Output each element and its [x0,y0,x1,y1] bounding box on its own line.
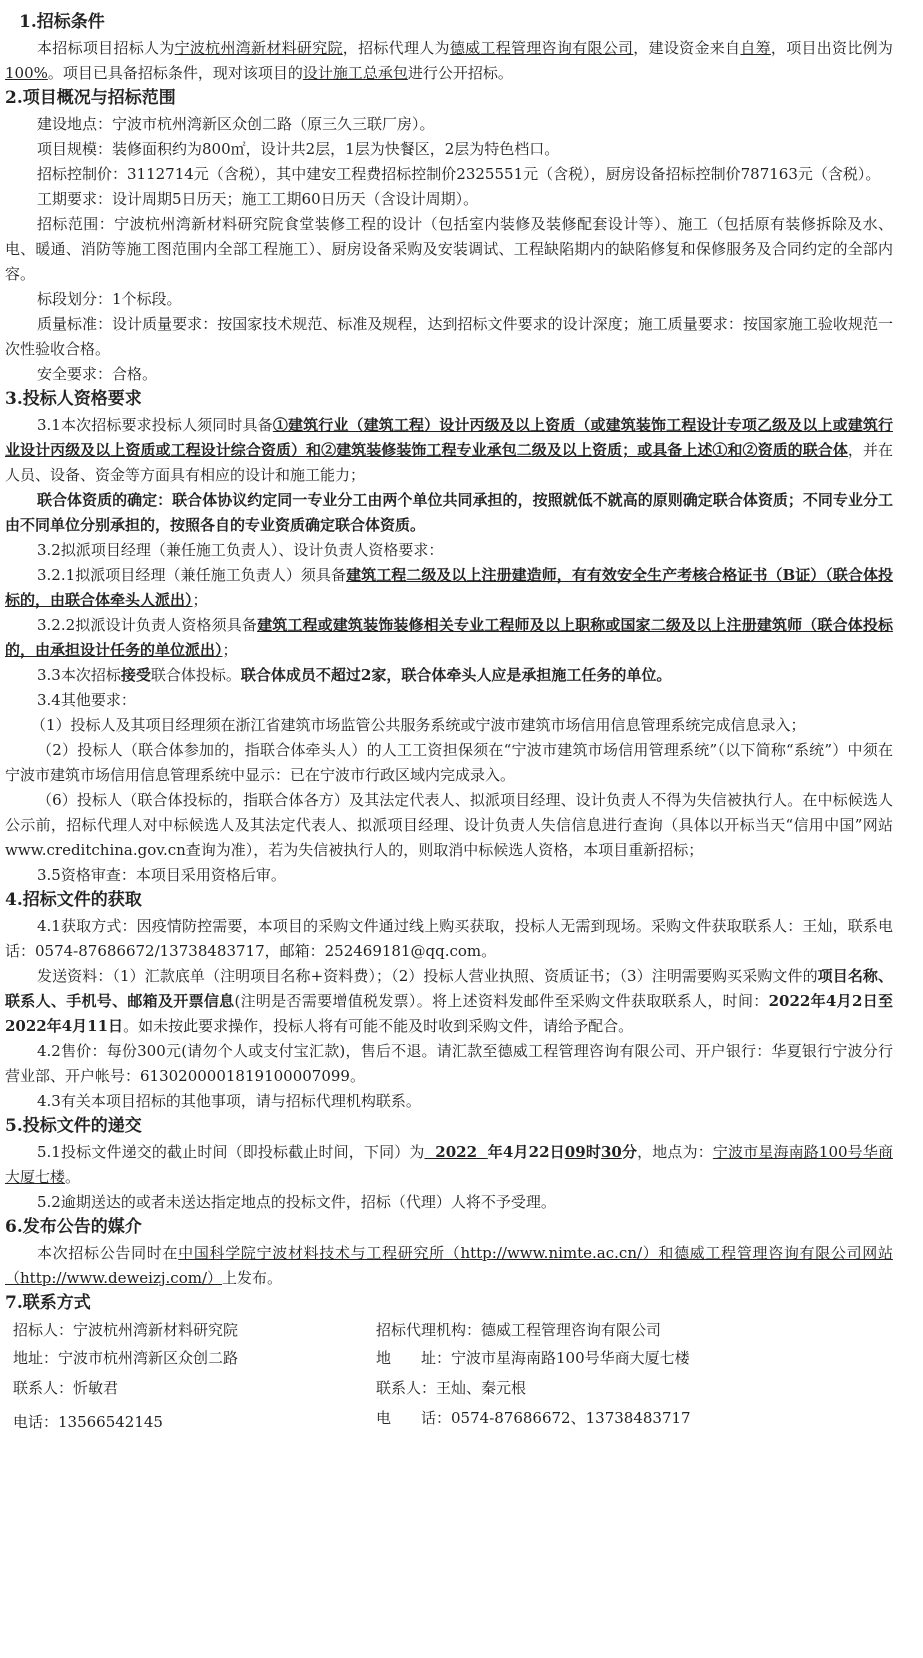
tenderer-name: 宁波杭州湾新材料研究院 [174,39,343,57]
section-6-title: 6.发布公告的媒介 [5,1217,142,1237]
text: 。 [65,1168,81,1186]
media [5,1241,893,1291]
text: 5.1投标文件递交的截止时间（即投标截止时间，下同）为 [37,1143,425,1161]
section-3-title: 3.投标人资格要求 [5,389,142,409]
agent-contact: 联系人：王灿、秦元根 [376,1379,527,1397]
tenderer-line: 招标人：宁波杭州湾新材料研究院 [13,1321,239,1339]
text: 联合体投标。 [150,666,241,684]
submit-place: 宁波市星海南路100号华商大厦七楼 [5,1143,893,1186]
qual-3-2: 3.2拟派项目经理（兼任施工负责人）、设计负责人资格要求： [37,541,444,559]
text: ，招标代理人为 [342,39,450,57]
agent-name: 德威工程管理咨询有限公司 [449,39,634,57]
text: (注明是否需要增值税发票）。将上述资料发邮件至采购文件获取联系人，时间： [234,992,769,1010]
qual-3-1 [5,413,893,488]
text: ，并在人员、设备、资金等方面具有相应的设计和施工能力； [5,441,893,484]
qual-3-4-2: （2）投标人（联合体参加的，指联合体牵头人）的人工工资担保须在“宁波市建筑市场信用管理系统”（以下简称“系统”）中须在宁波市建筑市场信用信息管理系统中显示：已在宁波市行政区域内完成录入。 [5,741,893,784]
text: 上发布。 [222,1269,283,1287]
scope-type: 设计施工总承包 [302,64,408,82]
text: 发送资料：（1）汇款底单（注明项目名称+资料费）；（2）投标人营业执照、资质证书；（3）注明需要购买采购文件的 [37,967,818,985]
text: ； [222,641,238,659]
tender-range: 招标范围：宁波杭州湾新材料研究院食堂装修工程的设计（包括室内装修及装修配套设计等）、施工（包括原有装修拆除及水、电、暖通、消防等施工图范围内全部工程施工）、厨房设备采购及安装调试、工程缺陷期内的缺陷修复和保修服务及合同约定的全部内容。 [5,215,893,283]
period: 工期要求：设计周期5日历天；施工工期60日历天（含设计周期）。 [37,190,479,208]
text: ，项目出资比例为 [770,39,893,57]
qual-3-4-6: （6）投标人（联合体投标的，指联合体各方）及其法定代表人、拟派项目经理、设计负责人不得为失信被执行人。在中标候选人公示前，招标代理人对中标候选人及其法定代表人、拟派项目经理、设计负责人失信信息进行查询（具体以开标当天“信用中国”网站www.creditchina.gov.cn查询为准），若为失信被执行人的，则取消中标候选人资格，本项目重新招标； [5,791,893,859]
fund-ratio: 100% [5,64,48,82]
section-2-title: 2.项目概况与招标范围 [5,88,176,108]
section-7-title: 7.联系方式 [5,1293,91,1313]
text: 3.2.2拟派设计负责人资格须具备 [37,616,258,634]
text: ，地点为： [637,1143,713,1161]
deadline-year: 2022 [424,1143,488,1161]
section-1-body [5,36,893,86]
text: 3.2.1拟派项目经理（兼任施工负责人）须具备 [37,566,347,584]
text: 时 [585,1143,601,1161]
qual-3-4-1: （1）投标人及其项目经理须在浙江省建筑市场监管公共服务系统或宁波市建筑市场信用信息管理系统完成信息录入； [31,716,806,734]
media-links[interactable]: 中国科学院宁波材料技术与工程研究所（http://www.nimte.ac.cn/）和德威工程管理咨询有限公司网站（http://www.deweizj.com/） [5,1244,893,1287]
text: 进行公开招标。 [407,64,513,82]
tenderer-phone: 电话：13566542145 [13,1413,163,1431]
text: 3.1本次招标要求投标人须同时具备 [37,416,273,434]
quality: 质量标准：设计质量要求：按国家技术规范、标准及规程，达到招标文件要求的设计深度；施工质量要求：按国家施工验收规范一次性验收合格。 [5,315,893,358]
text: 3.3本次招标 [37,666,121,684]
agent-phone [376,1407,691,1428]
qual-3-2-2 [5,613,893,663]
text: 分 [621,1143,638,1161]
obtain-dates: 2022年4月2日至2022年4月11日 [5,992,893,1035]
deadline-minute: 30 [600,1143,622,1161]
text: 本次招标公告同时在 [37,1244,179,1262]
manager-requirement: 建筑工程二级及以上注册建造师，有有效安全生产考核合格证书（B证）（联合体投标的，由联合体牵头人派出） [5,566,894,609]
late-5-2: 5.2逾期送达的或者未送达指定地点的投标文件，招标（代理）人将不予受理。 [37,1193,556,1211]
joint-limit: 联合体成员不超过2家，联合体牵头人应是承担施工任务的单位。 [240,666,672,684]
designer-requirement: 建筑工程或建筑装饰装修相关专业工程师及以上职称或国家二级及以上注册建筑师（联合体投标的，由承担设计任务的单位派出） [5,616,893,659]
other-4-3: 4.3有关本项目招标的其他事项，请与招标代理机构联系。 [37,1092,421,1110]
qual-3-2-1 [5,563,893,613]
project-size: 项目规模：装修面积约为800㎡，设计共2层，1层为快餐区，2层为特色档口。 [37,140,560,158]
location: 建设地点：宁波市杭州湾新区众创二路（原三久三联厂房）。 [37,115,435,133]
text: 地 [376,1349,392,1367]
text: 。项目已具备招标条件，现对该项目的 [47,64,303,82]
text: 话：0574-87686672、13738483717 [421,1409,691,1427]
send-materials [5,964,893,1039]
text: ，建设资金来自 [633,39,741,57]
tenderer-contact: 联系人：忻敏君 [13,1379,119,1397]
tenderer-address: 地址：宁波市杭州湾新区众创二路 [13,1349,239,1367]
text: 。如未按此要求操作，投标人将有可能不能及时收到采购文件，请给予配合。 [123,1017,634,1035]
fund-source: 自筹 [740,39,771,57]
deadline-date: 年4月22日 [487,1143,565,1161]
price-4-2: 4.2售价：每份300元(请勿个人或支付宝汇款)，售后不退。请汇款至德威工程管理咨询有限公司、开户银行：华夏银行宁波分行营业部、开户帐号：613020000181910000​7099。 [5,1042,893,1085]
agent-line: 招标代理机构：德威工程管理咨询有限公司 [376,1321,662,1339]
text: 电 [376,1409,392,1427]
control-price: 招标控制价：3112714元（含税），其中建安工程费招标控制价2325551元（含税），厨房设备招标控制价787163元（含税）。 [37,165,881,183]
deadline-5-1 [5,1140,893,1190]
text: 本招标项目招标人为 [37,39,175,57]
text: ； [192,591,208,609]
contact-block [5,1317,893,1457]
qual-3-5: 3.5资格审查：本项目采用资格后审。 [37,866,286,884]
section-4-title: 4.招标文件的获取 [5,890,142,910]
section-1-title: 1.招标条件 [19,12,105,32]
agent-address [376,1347,690,1368]
text: 址：宁波市星海南路100号华商大厦七楼 [421,1349,690,1367]
safety: 安全要求：合格。 [37,365,158,383]
section-5-title: 5.投标文件的递交 [5,1116,142,1136]
joint-qualification: 联合体资质的确定：联合体协议约定同一专业分工由两个单位共同承担的，按照就低不就高的原则确定联合体资质；不同专业分工由不同单位分别承担的，按照各自的专业资质确定联合体资质。 [5,491,893,534]
qualification-requirement: ①建筑行业（建筑工程）设计丙级及以上资质（或建筑装饰工程设计专项乙级及以上或建筑行业设计丙级及以上资质或工程设计综合资质）和②建筑装修装饰工程专业承包二级及以上资质；或具备上述①和②资质的联合体 [5,416,893,459]
deadline-hour: 09 [564,1143,586,1161]
obtain-4-1: 4.1获取方式：因疫情防控需要，本项目的采购文件通过线上购买获取，投标人无需到现场。采购文件获取联系人：王灿，联系电话：0574-87686672/13738483717，邮箱：252469181@qq.com。 [5,917,893,960]
qual-3-4: 3.4其他要求： [37,691,136,709]
required-info: 项目名称、联系人、手机号、邮箱及开票信息 [5,967,893,1010]
qual-3-3 [5,663,893,688]
accept: 接受 [120,666,151,684]
lots: 标段划分：1个标段。 [37,290,182,308]
